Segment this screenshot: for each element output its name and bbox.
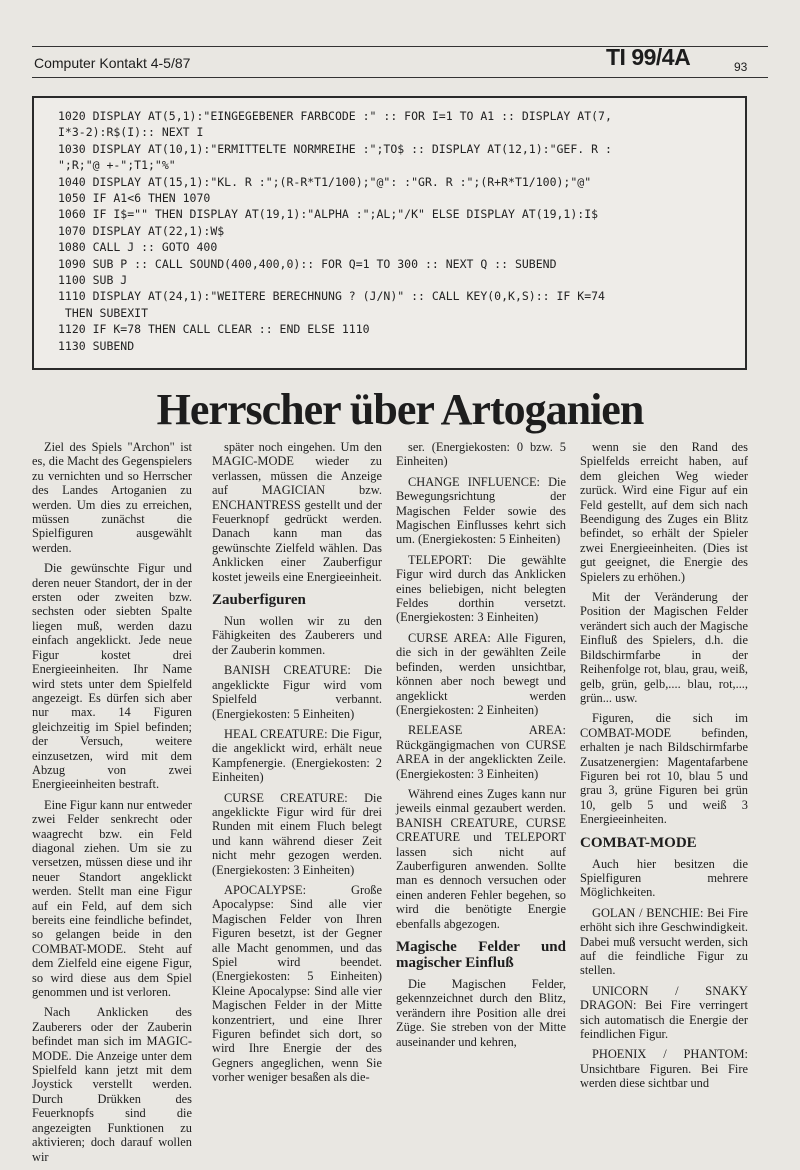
section-heading: Magische Felder und magischer Einfluß <box>396 939 566 971</box>
paragraph: BANISH CREATURE: Die angeklickte Figur wird vom Spielfeld verbannt. (Energiekosten: 5 Einheiten) <box>212 663 382 721</box>
paragraph: Nach Anklicken des Zauberers oder der Zauberin befindet man sich im MAGIC-MODE. Die Anzeige unter dem Spielfeld kann jetzt mit dem Joystick verstellt werden. Durch Drükken des Feuerknopfs sind die angezeigten Funktionen zu aktivieren; doch darauf wollen wir <box>32 1005 192 1164</box>
section-heading: COMBAT-MODE <box>580 834 697 851</box>
paragraph: Während eines Zuges kann nur jeweils einmal gezaubert werden. BANISH CREATURE, CURSE CREATURE und TELEPORT lassen sich nicht auf Zauberfiguren anwenden. Sollte man es dennoch versuchen oder einen anderen Fehler begehen, so wird die benötigte Energie ebenfalls abgezogen. <box>396 786 566 931</box>
code-listing-box <box>32 96 747 370</box>
paragraph: Ziel des Spiels "Archon" ist es, die Macht des Gegenspielers zu vernichten und so Herrscher des Landes Artoganien zu werden. Um dies zu erreichen, müssen zunächst die Spielfiguren ausgewählt werden. <box>32 440 192 555</box>
paragraph: Mit der Veränderung der Position der Magischen Felder verändert sich auch der Magische Einfluß des Spielers, d.h. die Bildschirmfarbe in der Reihenfolge rot, blau, grau, weiß, gelb, grün, gelb,.... blau, rot,..., grün... usw. <box>580 590 748 705</box>
column-3 <box>396 440 566 1055</box>
paragraph: APOCALYPSE: Große Apocalypse: Sind alle vier Magischen Felder von Ihren Figuren besetzt, ist der Gegner alle Macht genommen, und das Spiel wird beendet. (Energiekosten: 5 Einheiten) Kleine Apocalypse: Sind alle vier Magischen Felder in der Mitte konzentriert, und eine Ihrer Figuren befindet sich dort, so wird Ihre Energie der des Gegners angeglichen, wenn Sie vorher weniger besaßen als die- <box>212 882 382 1085</box>
header-rule-bottom <box>32 77 768 78</box>
column-1 <box>32 440 192 1170</box>
paragraph: Auch hier besitzen die Spielfiguren mehrere Möglichkeiten. <box>580 856 748 900</box>
paragraph: Die Magischen Felder, gekennzeichnet durch den Blitz, verändern ihre Position alle drei Züge. Sie streben von der Mitte auseinander und kehren, <box>396 977 566 1049</box>
column-2 <box>212 440 382 1091</box>
paragraph: Die gewünschte Figur und deren neuer Standort, der in der ersten oder zweiten bzw. sechsten oder siebten Spalte liegen muß, werden dazu einfach angeklickt. Jede neue Figur kostet drei Energieeinheiten. Ihr Name wird stets unter dem Spielfeld angezeigt. Es dürfen sich aber nur max. 14 Figuren gleichzeitig im Spiel befinden; der Versuch, weitere einzusetzen, wird mit dem Abzug von zwei Energieeinheiten bestraft. <box>32 561 192 792</box>
paragraph: später noch eingehen. Um den MAGIC-MODE wieder zu verlassen, müssen die Anzeige auf MAGICIAN bzw. ENCHANTRESS gestellt und der Feuerknopf gedrückt werden. Danach kann man das gewünschte Zielfeld wählen. Das Anklicken einer Zauberfigur kostet jeweils eine Energieeinheit. <box>212 440 382 584</box>
paragraph: RELEASE AREA: Rückgängigmachen von CURSE AREA in der angeklickten Zeile. (Energiekosten: 3 Einheiten) <box>396 723 566 781</box>
paragraph: UNICORN / SNAKY DRAGON: Bei Fire verringert sich automatisch die Energie der feindlichen Figur. <box>580 983 748 1042</box>
magazine-issue: Computer Kontakt 4-5/87 <box>34 55 191 71</box>
paragraph: TELEPORT: Die gewählte Figur wird durch das Anklicken eines beliebigen, nicht belegten Feldes dorthin versetzt. (Energiekosten: 3 Einheiten) <box>396 552 566 625</box>
code-listing: 1020 DISPLAY AT(5,1):"EINGEGEBENER FARBCODE :" :: FOR I=1 TO A1 :: DISPLAY AT(7, I*3-2):R$(I):: NEXT I 1030 DISPLAY AT(10,1):"ERMITTELTE NORMREIHE :";TO$ :: DISPLAY AT(12,1):"GEF. R : ";R;"@ +-";T1;"%" 1040 DISPLAY AT(15,1):"KL. R :";(R-R*T1/100);"@": :"GR. R :";(R+R*T1/100);"@" 1050 IF A1<6 THEN 1070 1060 IF I$="" THEN DISPLAY AT(19,1):"ALPHA :";AL;"/K" ELSE DISPLAY AT(19,1):I$ 1070 DISPLAY AT(22,1):W$ 1080 CALL J :: GOTO 400 1090 SUB P :: CALL SOUND(400,400,0):: FOR Q=1 TO 300 :: NEXT Q :: SUBEND 1100 SUB J 1110 DISPLAY AT(24,1):"WEITERE BERECHNUNG ? (J/N)" :: CALL KEY(0,K,S):: IF K=74 THEN SUBEXIT 1120 IF K=78 THEN CALL CLEAR :: END ELSE 1110 1130 SUBEND <box>58 109 612 353</box>
page-number: 93 <box>734 60 748 74</box>
paragraph: PHOENIX / PHANTOM: Unsichtbare Figuren. Bei Fire werden diese sichtbar und <box>580 1047 748 1091</box>
article-title: Herrscher über Artoganien <box>156 385 644 434</box>
paragraph: CURSE CREATURE: Die angeklickte Figur wird für drei Runden mit einem Fluch belegt und kann während dieser Zeit nicht mehr gezogen werden. (Energiekosten: 3 Einheiten) <box>212 790 382 877</box>
paragraph: CURSE AREA: Alle Figuren, die sich in der gewählten Zeile befinden, werden unsichtbar, können aber noch bewegt und angeklickt werden (Energiekosten: 2 Einheiten) <box>396 630 566 717</box>
paragraph: wenn sie den Rand des Spielfelds erreicht haben, auf dem gleichen Weg wieder zurück. Wird eine Figur auf ein Feld gestellt, auf dem sich nach Beendigung des Zuges ein Blitz befindet, so erhält der Spieler zwei Energieeinheiten. (Dies ist gut geeignet, die Energie des Spielers zu erhöhen.) <box>580 440 748 584</box>
column-4 <box>580 440 748 1097</box>
paragraph: CHANGE INFLUENCE: Die Bewegungsrichtung der Magischen Felder sowie des Magischen Einflusses kehrt sich um. (Energiekosten: 5 Einheiten) <box>396 474 566 547</box>
paragraph: ser. (Energiekosten: 0 bzw. 5 Einheiten) <box>396 440 566 469</box>
paragraph: GOLAN / BENCHIE: Bei Fire erhöht sich ihre Geschwindigkeit. Dabei muß versucht werden, sich auf die feindliche Figur zu stellen. <box>580 905 748 978</box>
paragraph: Eine Figur kann nur entweder zwei Felder senkrecht oder waagrecht bzw. ein Feld diagonal ziehen. Um sie zu versetzen, müssen diese und ihr neuer Standort angeklickt werden. Stellt man eine Figur auf ein Feld, auf dem sich bereits eine feindliche befindet, so gelangen beide in den COMBAT-MODE. Steht auf dem Zielfeld eine eigene Figur, so wird diese aus dem Spiel genommen und ist verloren. <box>32 797 192 1000</box>
paragraph: HEAL CREATURE: Die Figur, die angeklickt wird, erhält neue Kampfenergie. (Energiekosten: 2 Einheiten) <box>212 726 382 785</box>
brand-title: TI 99/4A <box>606 44 691 70</box>
section-heading: Zauberfiguren <box>212 592 306 609</box>
paragraph: Figuren, die sich im COMBAT-MODE befinden, erhalten je nach Bildschirmfarbe Zusatzenergien: Magentafarbene Figuren bei rot 10, blau 5 und grau 3, grüne Figuren bei grün 10, gelb 5 und weiß 3 Energieeinheiten. <box>580 711 748 827</box>
paragraph: Nun wollen wir zu den Fähigkeiten des Zauberers und der Zauberin kommen. <box>212 614 382 657</box>
